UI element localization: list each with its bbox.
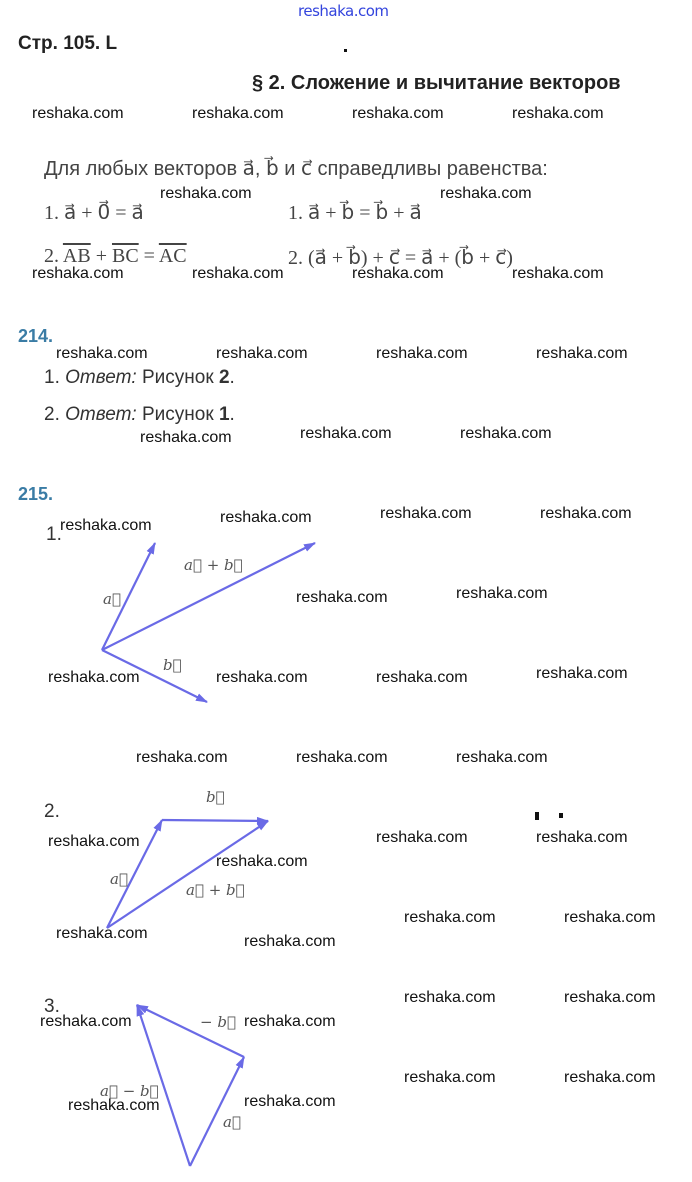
formula-right-1: 1. a⃗ + b⃗ = b⃗ + a⃗: [288, 202, 422, 224]
speck: [535, 812, 539, 820]
watermark: reshaka.com: [68, 1097, 160, 1114]
fig3-label-a: a⃗: [223, 1113, 241, 1131]
watermark: reshaka.com: [352, 105, 444, 122]
answer-value: 2: [218, 367, 230, 388]
fig1-label-b: b⃗: [163, 656, 182, 674]
fig2-label-a: a⃗: [110, 870, 128, 888]
watermark: reshaka.com: [32, 265, 124, 282]
fig3-label-diff: a⃗ − b⃗: [100, 1082, 159, 1100]
watermark: reshaka.com: [40, 1013, 132, 1030]
watermark: reshaka.com: [536, 665, 628, 682]
watermark: reshaka.com: [244, 933, 336, 950]
answer-label: Ответ:: [65, 404, 137, 425]
site-logo[interactable]: reshaka.com: [298, 2, 389, 20]
formula-right-2: 2. (a⃗ + b⃗) + c⃗ = a⃗ + (b⃗ + c⃗): [288, 247, 513, 269]
watermark: reshaka.com: [56, 925, 148, 942]
watermark: reshaka.com: [536, 345, 628, 362]
watermark: reshaka.com: [564, 909, 656, 926]
watermark: reshaka.com: [404, 909, 496, 926]
watermark: reshaka.com: [404, 1069, 496, 1086]
answer-num: 1.: [44, 367, 60, 388]
task-214-answer-1: 1. Ответ: Рисунок 2.: [44, 367, 235, 388]
vector-ac: $\overline{AC}$: [158, 245, 187, 267]
watermark: reshaka.com: [564, 989, 656, 1006]
speck: [559, 813, 563, 818]
watermark: reshaka.com: [540, 505, 632, 522]
answer-value: 1: [218, 404, 230, 425]
watermark: reshaka.com: [140, 429, 232, 446]
watermark: reshaka.com: [376, 669, 468, 686]
task-214-number: 214.: [18, 326, 54, 346]
formula-left-2: 2. $\overline{AB} + \overline{BC} = \overline{AC}$: [44, 245, 187, 267]
watermark: reshaka.com: [136, 749, 228, 766]
watermark: reshaka.com: [216, 853, 308, 870]
watermark: reshaka.com: [404, 989, 496, 1006]
vector-bc: $\overline{BC}$: [111, 245, 139, 267]
watermark: reshaka.com: [376, 829, 468, 846]
watermark: reshaka.com: [244, 1013, 336, 1030]
watermark: reshaka.com: [376, 345, 468, 362]
answer-label: Ответ:: [65, 367, 137, 388]
watermark: reshaka.com: [160, 185, 252, 202]
watermark: reshaka.com: [380, 505, 472, 522]
answer-num: 2.: [44, 404, 60, 425]
task-215-number: 215.: [18, 484, 54, 504]
watermark: reshaka.com: [216, 669, 308, 686]
fig3-label-neg-b: − b⃗: [200, 1013, 236, 1031]
part-1-label: 1.: [46, 524, 62, 545]
fig2-label-sum: a⃗ + b⃗: [186, 881, 245, 899]
intro-text: Для любых векторов a⃗, b⃗ и c⃗ справедливы равенства:: [44, 158, 548, 180]
watermark: reshaka.com: [244, 1093, 336, 1110]
watermark: reshaka.com: [56, 345, 148, 362]
formula-num: 2.: [44, 245, 59, 267]
watermark: reshaka.com: [440, 185, 532, 202]
speck: [344, 49, 347, 52]
watermark: reshaka.com: [60, 517, 152, 534]
watermark: reshaka.com: [352, 265, 444, 282]
watermark: reshaka.com: [300, 425, 392, 442]
watermark: reshaka.com: [456, 749, 548, 766]
task-214-answer-2: 2. Ответ: Рисунок 1.: [44, 404, 235, 425]
fig2-vector-b: [162, 820, 268, 821]
watermark: reshaka.com: [536, 829, 628, 846]
section-title: § 2. Сложение и вычитание векторов: [252, 72, 621, 94]
part-2-label: 2.: [44, 801, 60, 822]
page-label: Стр. 105. L: [18, 33, 118, 54]
watermark: reshaka.com: [32, 105, 124, 122]
watermark: reshaka.com: [512, 265, 604, 282]
fig1-label-sum: a⃗ + b⃗: [184, 556, 243, 574]
watermark: reshaka.com: [48, 669, 140, 686]
watermark: reshaka.com: [220, 509, 312, 526]
watermark: reshaka.com: [564, 1069, 656, 1086]
fig3-vector-a: [190, 1057, 244, 1166]
watermark: reshaka.com: [192, 265, 284, 282]
answer-text: Рисунок: [142, 404, 214, 425]
watermark: reshaka.com: [192, 105, 284, 122]
watermark: reshaka.com: [456, 585, 548, 602]
vector-ab: $\overline{AB}$: [62, 245, 91, 267]
fig1-label-a: a⃗: [103, 590, 121, 608]
watermark: reshaka.com: [512, 105, 604, 122]
answer-text: Рисунок: [142, 367, 214, 388]
watermark: reshaka.com: [460, 425, 552, 442]
watermark: reshaka.com: [296, 589, 388, 606]
formula-left-1: 1. a⃗ + 0⃗ = a⃗: [44, 202, 144, 224]
part-3-label: 3.: [44, 996, 60, 1017]
watermark: reshaka.com: [296, 749, 388, 766]
watermark: reshaka.com: [216, 345, 308, 362]
fig2-label-b: b⃗: [206, 788, 225, 806]
watermark: reshaka.com: [48, 833, 140, 850]
